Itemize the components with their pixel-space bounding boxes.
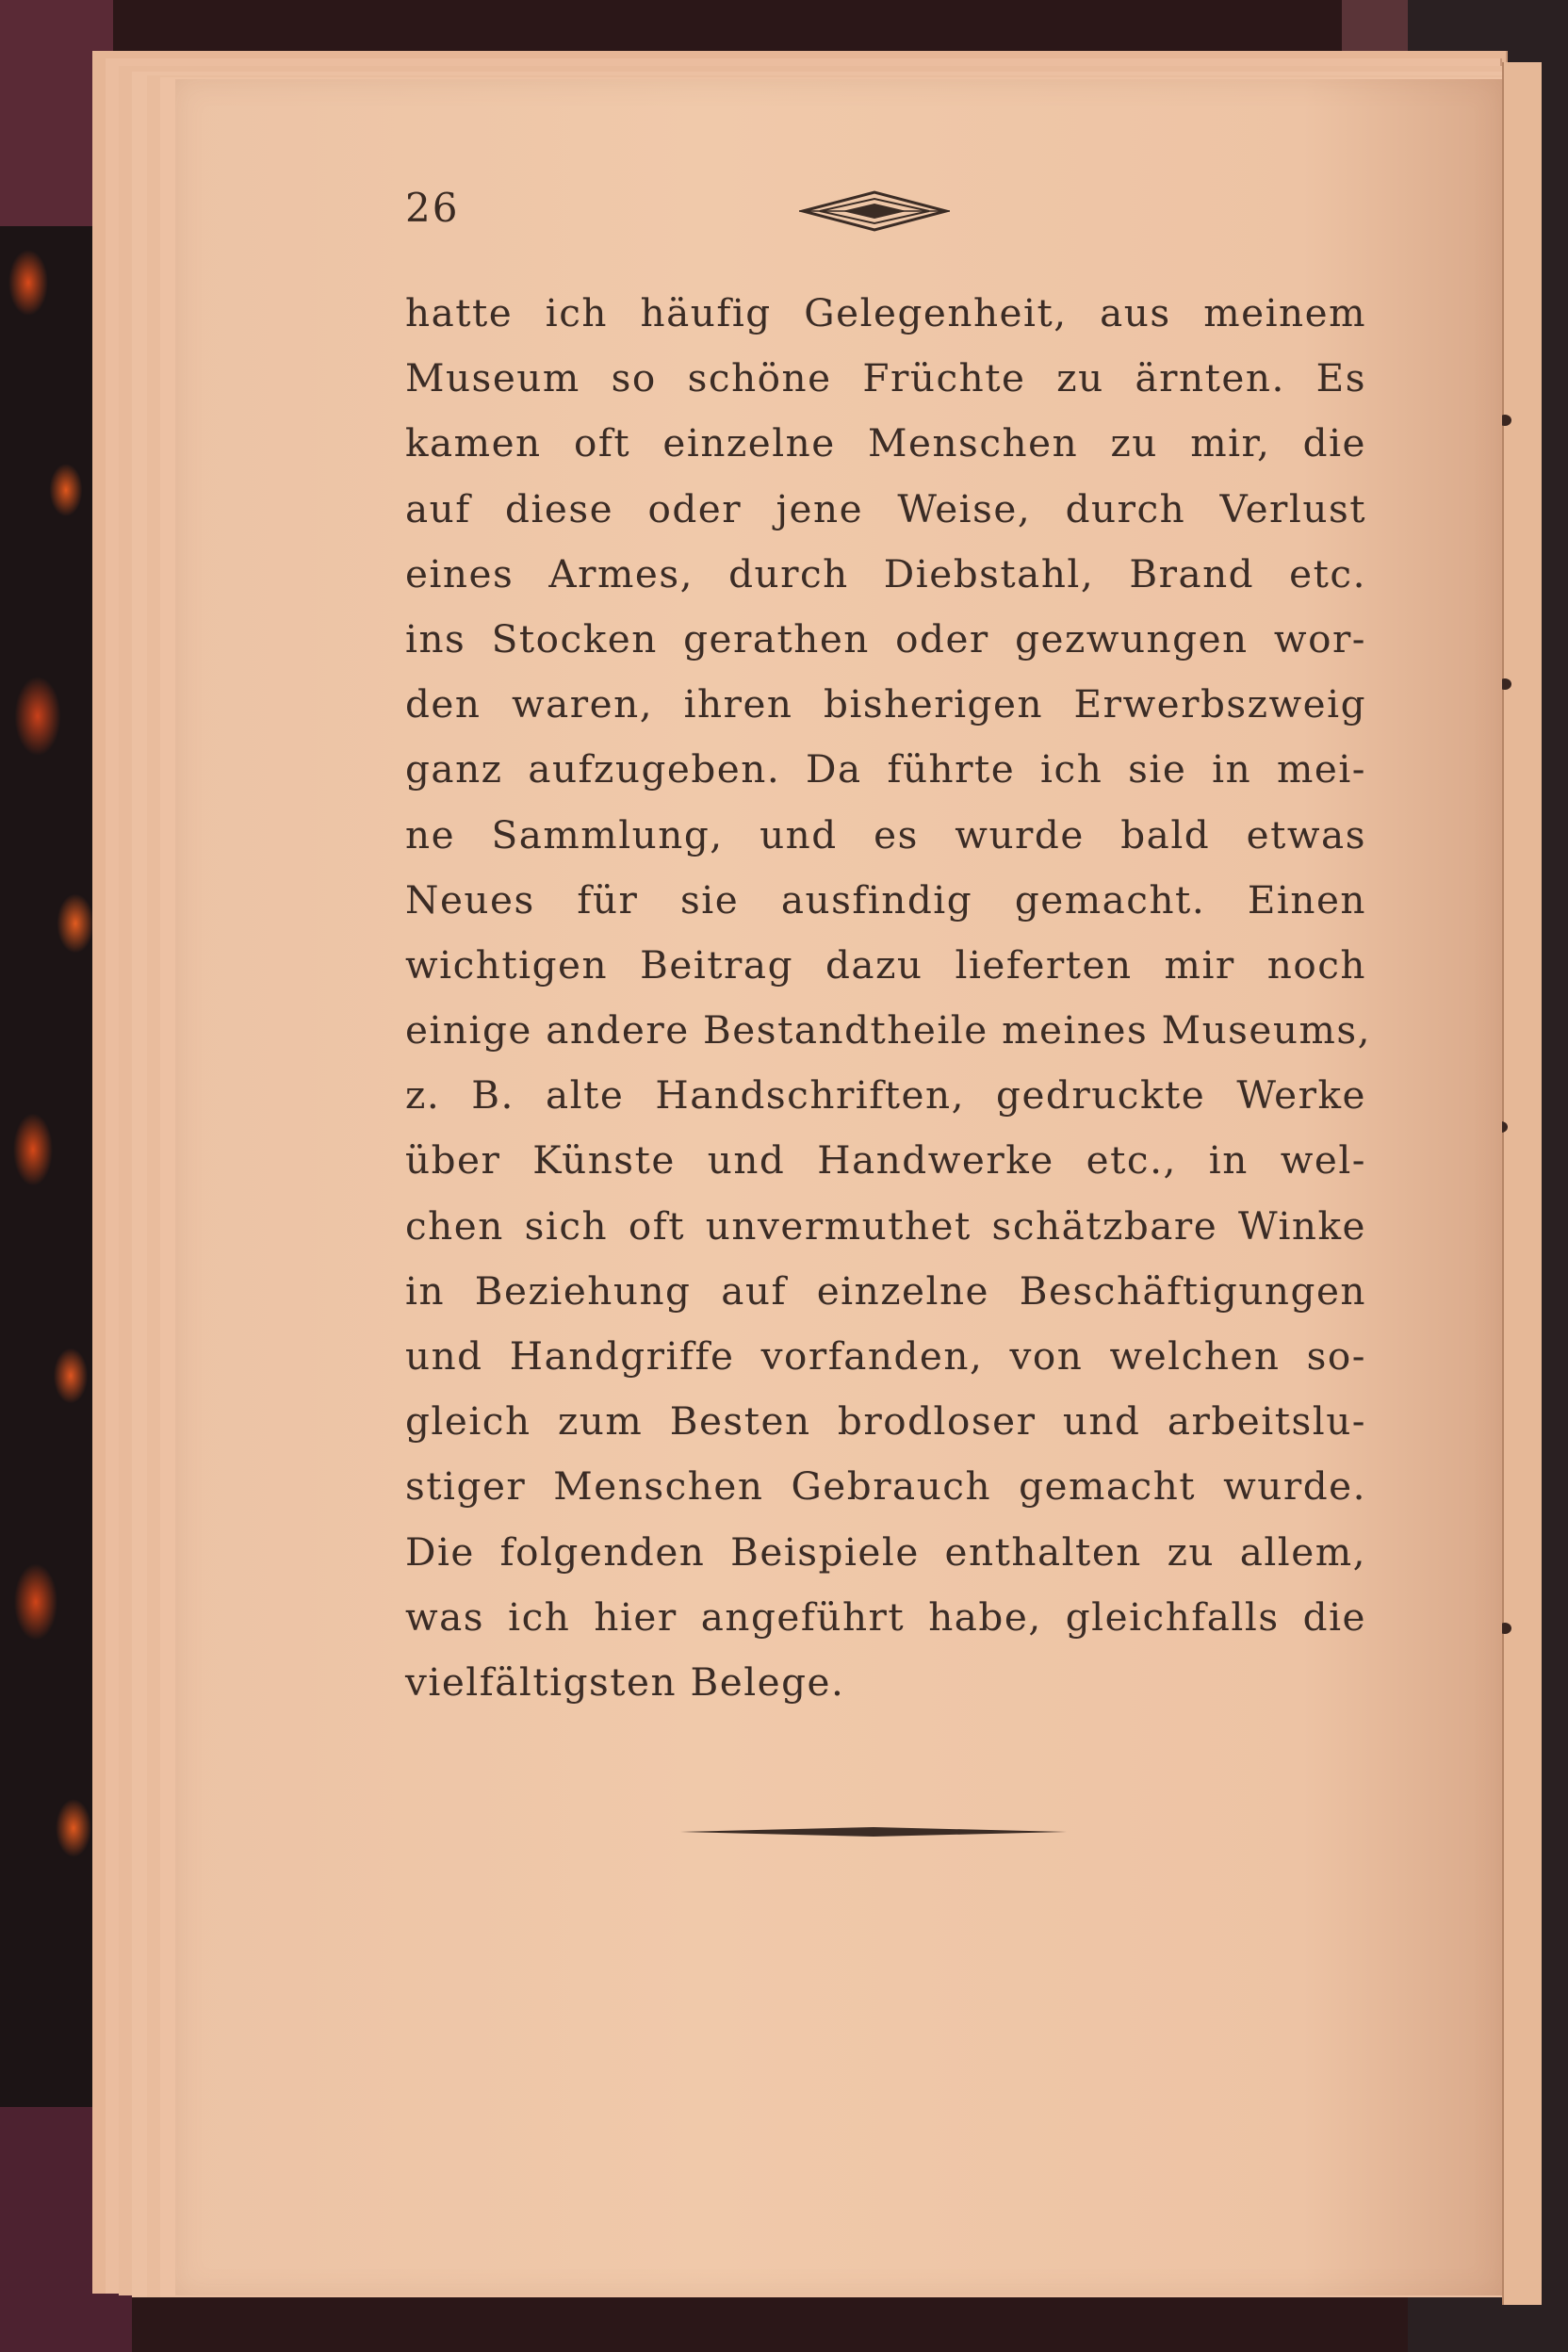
text-line: ne Sammlung, und es wurde bald etwas bbox=[405, 811, 1366, 858]
text-line: eines Armes, durch Diebstahl, Brand etc. bbox=[405, 550, 1366, 596]
page-number: 26 bbox=[405, 185, 460, 231]
tapered-rule-icon bbox=[680, 1826, 1067, 1838]
text-line: stiger Menschen Gebrauch gemacht wurde. bbox=[405, 1463, 1366, 1510]
text-line: und Handgriffe vorfanden, von welchen so- bbox=[405, 1333, 1366, 1379]
text-line: den waren, ihren bisherigen Erwerbszweig bbox=[405, 681, 1366, 727]
text-line: kamen oft einzelne Menschen zu mir, die bbox=[405, 420, 1366, 466]
page-header bbox=[405, 185, 1366, 241]
text-line: was ich hier angeführt habe, gleichfalls die bbox=[405, 1593, 1366, 1640]
text-line: hatte ich häufig Gelegenheit, aus meinem bbox=[405, 290, 1366, 335]
text-line: ins Stocken gerathen oder gezwungen wor- bbox=[405, 615, 1366, 662]
text-line: einige andere Bestandtheile meines Museums, bbox=[405, 1007, 1372, 1054]
text-line: gleich zum Besten brodloser und arbeitslu- bbox=[405, 1398, 1366, 1445]
diamond-ornament-icon bbox=[799, 190, 950, 232]
text-line: auf diese oder jene Weise, durch Verlust bbox=[405, 485, 1366, 531]
text-line: chen sich oft unvermuthet schätzbare Winke bbox=[405, 1202, 1366, 1249]
text-line: Museum so schöne Früchte zu ärnten. Es bbox=[405, 355, 1366, 401]
text-line: über Künste und Handwerke etc., in wel- bbox=[405, 1137, 1366, 1184]
facing-page-edge bbox=[1502, 62, 1542, 2305]
text-line: wichtigen Beitrag dazu lieferten mir noch bbox=[405, 941, 1366, 988]
text-line: ganz aufzugeben. Da führte ich sie in mei- bbox=[405, 746, 1366, 792]
text-line: z. B. alte Handschriften, gedruckte Werke bbox=[405, 1072, 1366, 1119]
body-text bbox=[405, 281, 1372, 1715]
text-line: Neues für sie ausfindig gemacht. Einen bbox=[405, 876, 1366, 923]
text-line: vielfältigsten Belege. bbox=[405, 1658, 845, 1705]
text-line: Die folgenden Beispiele enthalten zu allem, bbox=[405, 1528, 1366, 1575]
text-line: in Beziehung auf einzelne Beschäftigungen bbox=[405, 1267, 1366, 1314]
